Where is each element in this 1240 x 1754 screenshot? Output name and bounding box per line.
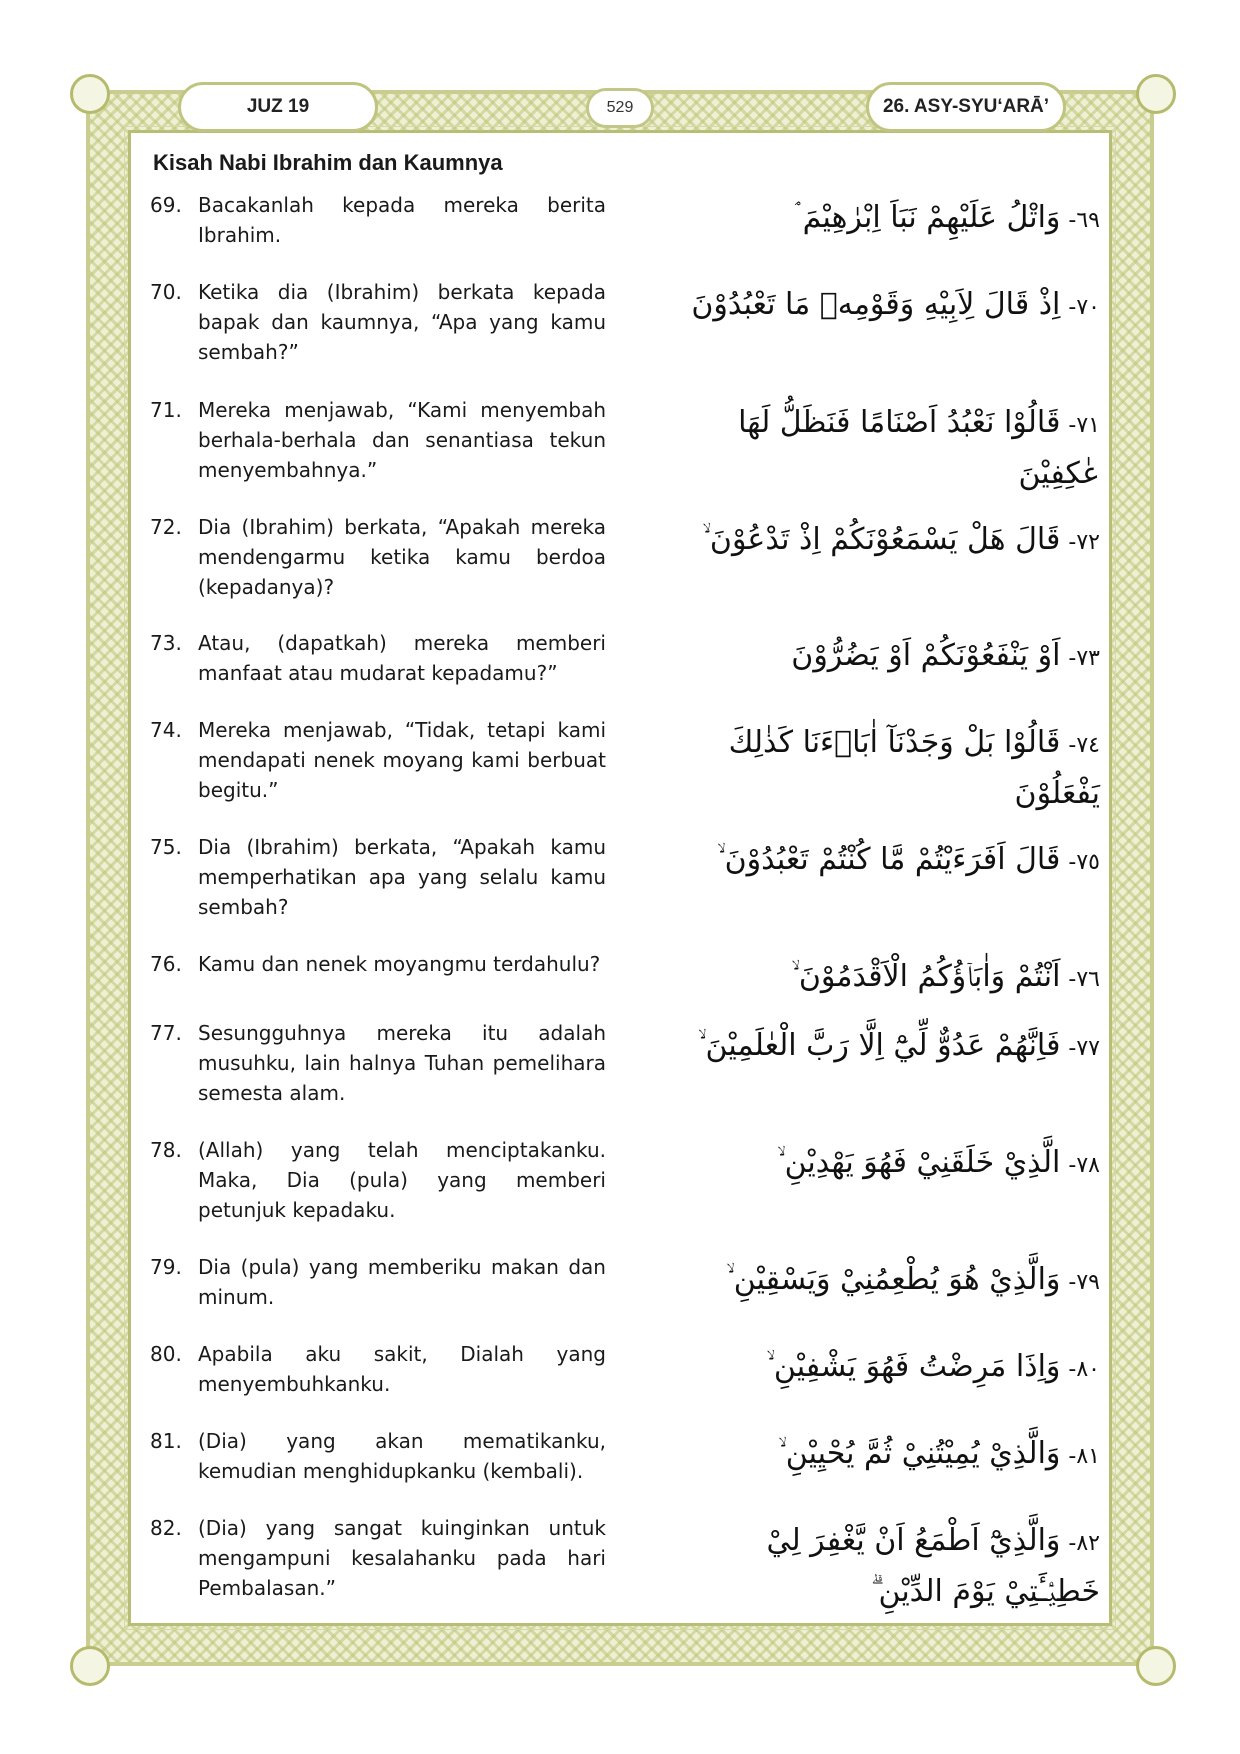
verse-arabic-text: قَالَ هَلْ يَسْمَعُوْنَكُمْ اِذْ تَدْعُوْنَ ۙ xyxy=(702,522,1061,557)
verse-translation-text: (Allah) yang telah menciptakanku. Maka, Dia (pula) yang memberi petunjuk kepadaku. xyxy=(198,1138,606,1222)
verse-arabic-text: وَالَّذِيْ يُمِيْتُنِيْ ثُمَّ يُحْيِيْنِ ۙ xyxy=(778,1436,1061,1471)
verse-translation-text: (Dia) yang akan mematikanku, kemudian menghidupkanku (kembali). xyxy=(198,1429,606,1483)
verse-translation xyxy=(150,1018,606,1108)
section-title: Kisah Nabi Ibrahim dan Kaumnya xyxy=(153,150,503,175)
verse-arabic-number: ٧٣- xyxy=(1068,646,1100,671)
verse-number: 76. xyxy=(150,952,182,976)
verse-arabic-text: الَّذِيْ خَلَقَنِيْ فَهُوَ يَهْدِيْنِ ۙ xyxy=(777,1145,1061,1180)
verse-number: 71. xyxy=(150,398,182,422)
verse-translation xyxy=(150,190,606,250)
verse-translation xyxy=(150,1339,606,1399)
verse-number: 78. xyxy=(150,1138,182,1162)
verse-translation xyxy=(150,277,606,367)
verse-arabic xyxy=(680,1139,1100,1190)
verse-arabic-text: قَالُوْا نَعْبُدُ اَصْنَامًا فَنَظَلُّ لَهَا عٰكِفِيْنَ xyxy=(738,405,1100,491)
verse-number: 70. xyxy=(150,280,182,304)
verse-arabic-text: اَوْ يَنْفَعُوْنَكُمْ اَوْ يَضُرُّوْنَ xyxy=(791,638,1061,673)
verse-translation xyxy=(150,1513,606,1603)
verse-number: 81. xyxy=(150,1429,182,1453)
verse-arabic xyxy=(680,953,1100,1004)
verse-translation-text: Mereka menjawab, “Kami menyembah berhala-berhala dan senantiasa tekun menyembahnya.” xyxy=(198,398,606,482)
verse-arabic-number: ٨٢- xyxy=(1068,1531,1100,1556)
verse-arabic xyxy=(680,1343,1100,1394)
verse-translation-text: (Dia) yang sangat kuinginkan untuk mengampuni kesalahanku pada hari Pembalasan.” xyxy=(198,1516,606,1600)
verse-translation xyxy=(150,628,606,688)
verse-arabic xyxy=(680,719,1100,818)
verse-arabic-number: ٨٠- xyxy=(1068,1357,1100,1382)
verse-arabic-number: ٨١- xyxy=(1068,1444,1100,1469)
page-number: 529 xyxy=(586,88,654,128)
verse-arabic xyxy=(680,1430,1100,1481)
verse-arabic xyxy=(680,1022,1100,1073)
verse-arabic-number: ٧٦- xyxy=(1068,967,1100,992)
verse-arabic xyxy=(680,399,1100,498)
verse-arabic-number: ٧٢- xyxy=(1068,530,1100,555)
verse-arabic-number: ٧٤- xyxy=(1068,733,1100,758)
verse-arabic-text: فَاِنَّهُمْ عَدُوٌّ لِّيْٓ اِلَّا رَبَّ الْعٰلَمِيْنَ ۙ xyxy=(698,1028,1061,1063)
verse-translation xyxy=(150,1252,606,1312)
verse-arabic-number: ٧٠- xyxy=(1068,295,1100,320)
verse-number: 72. xyxy=(150,515,182,539)
corner-ornament-bottom-right xyxy=(1136,1646,1176,1686)
verse-number: 79. xyxy=(150,1255,182,1279)
verse-arabic-number: ٦٩- xyxy=(1068,208,1100,233)
corner-ornament-top-left xyxy=(70,74,110,114)
verse-translation-text: Dia (Ibrahim) berkata, “Apakah mereka mendengarmu ketika kamu berdoa (kepadanya)? xyxy=(198,515,606,599)
verse-arabic-text: قَالَ اَفَرَءَيْتُمْ مَّا كُنْتُمْ تَعْبُدُوْنَ ۙ xyxy=(717,842,1061,877)
verse-arabic xyxy=(680,1256,1100,1307)
verse-arabic-number: ٧١- xyxy=(1068,413,1100,438)
verse-arabic-number: ٧٩- xyxy=(1068,1270,1100,1295)
verse-translation-text: Dia (pula) yang memberiku makan dan minum. xyxy=(198,1255,606,1309)
verse-arabic-text: وَالَّذِيْ هُوَ يُطْعِمُنِيْ وَيَسْقِيْنِ ۙ xyxy=(726,1262,1061,1297)
verse-arabic xyxy=(680,516,1100,567)
corner-ornament-top-right xyxy=(1136,74,1176,114)
verse-translation xyxy=(150,1135,606,1225)
verse-number: 73. xyxy=(150,631,182,655)
verse-translation-text: Bacakanlah kepada mereka berita Ibrahim. xyxy=(198,193,606,247)
surah-label: 26. ASY-SYU‘ARĀ’ xyxy=(866,82,1066,132)
verse-number: 74. xyxy=(150,718,182,742)
verse-translation-text: Atau, (dapatkah) mereka memberi manfaat atau mudarat kepadamu?” xyxy=(198,631,606,685)
verse-arabic-number: ٧٥- xyxy=(1068,850,1100,875)
verse-number: 77. xyxy=(150,1021,182,1045)
verse-arabic xyxy=(680,632,1100,683)
verse-arabic xyxy=(680,281,1100,332)
verse-arabic-text: اَنْتُمْ وَاٰبَاۤؤُكُمُ الْاَقْدَمُوْنَ ۙ xyxy=(791,959,1061,994)
verse-translation-text: Sesungguhnya mereka itu adalah musuhku, lain halnya Tuhan pemelihara semesta alam. xyxy=(198,1021,606,1105)
verse-arabic xyxy=(680,194,1100,245)
verse-arabic-text: وَالَّذِيْٓ اَطْمَعُ اَنْ يَّغْفِرَ لِيْ خَطِيْۤـَٔتِيْ يَوْمَ الدِّيْنِ ۗ xyxy=(766,1523,1100,1609)
verse-translation-text: Mereka menjawab, “Tidak, tetapi kami mendapati nenek moyang kami berbuat begitu.” xyxy=(198,718,606,802)
juz-label: JUZ 19 xyxy=(178,82,378,132)
verse-translation xyxy=(150,395,606,485)
verse-arabic-text: وَاِذَا مَرِضْتُ فَهُوَ يَشْفِيْنِ ۙ xyxy=(766,1349,1061,1384)
verse-number: 80. xyxy=(150,1342,182,1366)
verse-arabic xyxy=(680,1517,1100,1616)
verse-translation-text: Dia (Ibrahim) berkata, “Apakah kamu memperhatikan apa yang selalu kamu sembah? xyxy=(198,835,606,919)
verse-translation xyxy=(150,1426,606,1486)
verse-arabic-text: وَاتْلُ عَلَيْهِمْ نَبَاَ اِبْرٰهِيْمَ ۘ xyxy=(795,200,1061,235)
verse-translation-text: Ketika dia (Ibrahim) berkata kepada bapak dan kaumnya, “Apa yang kamu sembah?” xyxy=(198,280,606,364)
verse-number: 82. xyxy=(150,1516,182,1540)
verse-arabic-number: ٧٨- xyxy=(1068,1153,1100,1178)
verse-arabic-text: قَالُوْا بَلْ وَجَدْنَآ اٰبَاۤءَنَا كَذٰلِكَ يَفْعَلُوْنَ xyxy=(728,725,1100,811)
verse-translation xyxy=(150,949,606,979)
verse-translation-text: Apabila aku sakit, Dialah yang menyembuhkanku. xyxy=(198,1342,606,1396)
verse-translation-text: Kamu dan nenek moyangmu terdahulu? xyxy=(198,952,601,976)
verse-number: 69. xyxy=(150,193,182,217)
verse-translation xyxy=(150,512,606,602)
verse-arabic-text: اِذْ قَالَ لِاَبِيْهِ وَقَوْمِهٖ مَا تَعْبُدُوْنَ xyxy=(691,287,1061,322)
corner-ornament-bottom-left xyxy=(70,1646,110,1686)
verse-translation xyxy=(150,832,606,922)
verse-number: 75. xyxy=(150,835,182,859)
verse-translation xyxy=(150,715,606,805)
verse-arabic xyxy=(680,836,1100,887)
verse-arabic-number: ٧٧- xyxy=(1068,1036,1100,1061)
